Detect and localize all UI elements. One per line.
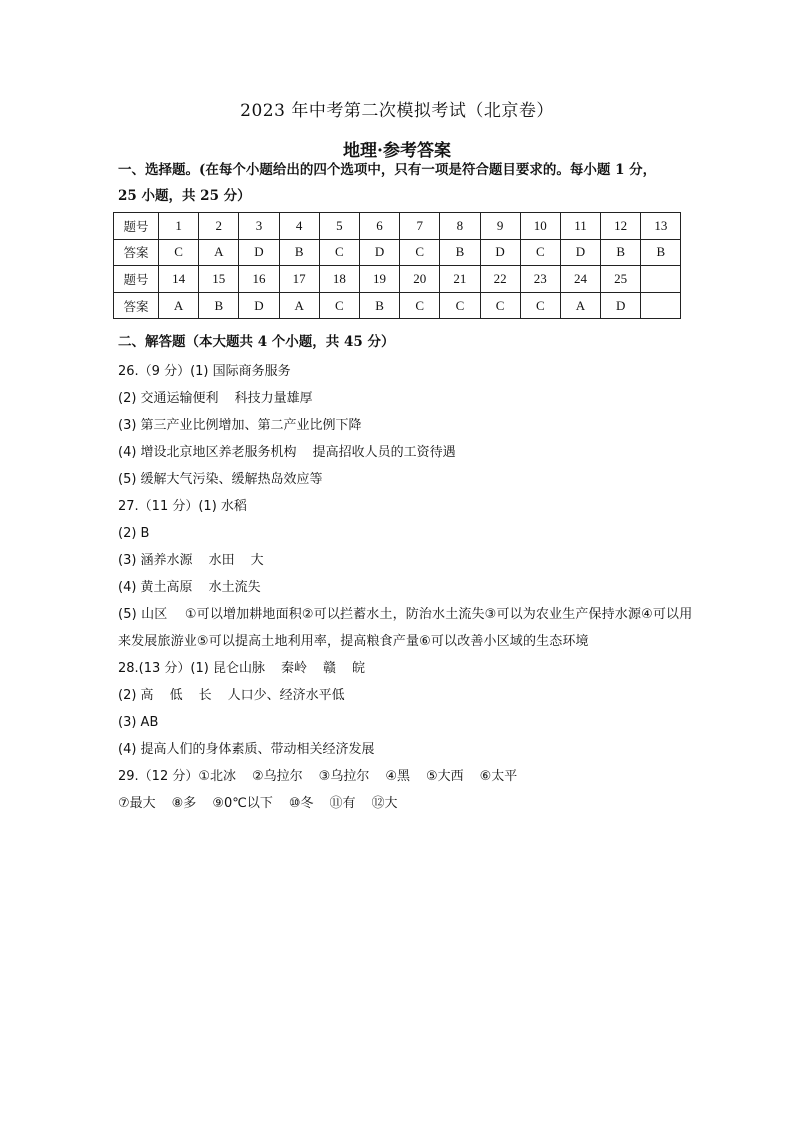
table-cell: 13 (641, 213, 681, 240)
table-cell: 8 (440, 213, 480, 240)
table-cell: D (239, 292, 279, 319)
table-row (114, 213, 681, 240)
answer-segment: ②乌拉尔 (252, 769, 303, 784)
answer-segment: ⑤大西 (425, 769, 464, 784)
table-cell: C (400, 292, 440, 319)
table-row (114, 266, 681, 293)
answer-segment: 科技力量雄厚 (234, 391, 313, 406)
answer-segment: ⑥太平 (479, 769, 518, 784)
table-row-label: 题号 (114, 266, 159, 293)
table-cell: B (440, 239, 480, 266)
answer-line (118, 493, 698, 520)
answer-segment: ⑦最大 (118, 796, 156, 811)
table-cell: D (560, 239, 600, 266)
answer-segment: (2) B (118, 526, 150, 541)
answer-segment: (4) 黄土高原 (118, 580, 193, 595)
table-cell: 2 (199, 213, 239, 240)
table-cell: 16 (239, 266, 279, 293)
page-title: 2023 年中考第二次模拟考试（北京卷） (240, 101, 554, 121)
table-cell: 19 (359, 266, 399, 293)
table-cell: 10 (520, 213, 560, 240)
table-cell: C (319, 239, 359, 266)
table-cell: 14 (159, 266, 199, 293)
answer-segment: 人口少、经济水平低 (227, 688, 345, 703)
answer-segment: 26.（9 分）(1) 国际商务服务 (118, 364, 291, 379)
table-cell: C (400, 239, 440, 266)
page-subtitle: 地理·参考答案 (343, 141, 451, 161)
answer-segment: ⑨0℃以下 (212, 796, 273, 811)
answer-line (118, 439, 698, 466)
answer-segment: 低 (169, 688, 183, 703)
table-cell: 17 (279, 266, 319, 293)
table-cell: B (601, 239, 641, 266)
table-cell: D (239, 239, 279, 266)
table-cell: C (159, 239, 199, 266)
answer-segment: (3) 第三产业比例增加、第二产业比例下降 (118, 418, 362, 433)
answer-segment: 水田 (208, 553, 235, 568)
table-cell: C (440, 292, 480, 319)
answer-line (118, 520, 698, 547)
answer-segment: 长 (198, 688, 212, 703)
answer-line (118, 574, 698, 601)
table-cell: A (159, 292, 199, 319)
answer-segment: ⑪有 (329, 796, 356, 811)
answer-line (118, 547, 698, 574)
table-cell: 23 (520, 266, 560, 293)
table-cell: 24 (560, 266, 600, 293)
table-cell: 12 (601, 213, 641, 240)
answer-segment: (2) 交通运输便利 (118, 391, 219, 406)
table-cell: B (359, 292, 399, 319)
answer-line (118, 763, 698, 790)
table-cell: A (199, 239, 239, 266)
answer-segment: (4) 增设北京地区养老服务机构 (118, 445, 297, 460)
answer-line (118, 790, 698, 817)
table-cell: 7 (400, 213, 440, 240)
table-cell: D (601, 292, 641, 319)
table-cell: 25 (601, 266, 641, 293)
answer-segment: 水土流失 (208, 580, 261, 595)
table-row-label: 题号 (114, 213, 159, 240)
answer-segment: 28.(13 分）(1) 昆仑山脉 (118, 661, 265, 676)
answer-segment: 秦岭 (280, 661, 307, 676)
answer-segment: ④黑 (385, 769, 410, 784)
answer-line (118, 358, 698, 385)
table-cell: B (279, 239, 319, 266)
answer-segment: 27.（11 分）(1) 水稻 (118, 499, 247, 514)
table-cell: 11 (560, 213, 600, 240)
table-cell (641, 266, 681, 293)
answer-paragraph: (5) 山区 ①可以增加耕地面积②可以拦蓄水土，防治水土流失③可以为农业生产保持水源④可以用来发展旅游业⑤可以提高土地利用率，提高粮食产量⑥可以改善小区域的生态环境 (118, 607, 693, 649)
answer-table (113, 212, 681, 319)
answer-segment: (4) 提高人们的身体素质、带动相关经济发展 (118, 742, 375, 757)
answer-segment: (2) 高 (118, 688, 154, 703)
table-cell (641, 292, 681, 319)
answer-segment: 29.（12 分）①北冰 (118, 769, 237, 784)
table-cell: 5 (319, 213, 359, 240)
section-1-heading (118, 157, 698, 209)
answer-segment: 大 (250, 553, 264, 568)
answer-segment: (3) 涵养水源 (118, 553, 193, 568)
table-cell: 6 (359, 213, 399, 240)
answer-lines (118, 358, 698, 817)
answer-segment: 皖 (352, 661, 366, 676)
answer-line (118, 466, 698, 493)
answer-segment: 赣 (322, 661, 336, 676)
table-cell: C (480, 292, 520, 319)
table-row (114, 239, 681, 266)
answer-line (118, 682, 698, 709)
table-cell: D (359, 239, 399, 266)
section-1-heading-line-1: 一、选择题。(在每个小题给出的四个选项中，只有一项是符合题目要求的。每小题 1 分， (118, 162, 657, 178)
table-cell: 21 (440, 266, 480, 293)
table-cell: A (560, 292, 600, 319)
answer-line (118, 709, 698, 736)
table-cell: B (199, 292, 239, 319)
table-cell: 4 (279, 213, 319, 240)
section-1-heading-line-2: 25 小题，共 25 分） (118, 188, 251, 204)
table-cell: 9 (480, 213, 520, 240)
table-cell: 3 (239, 213, 279, 240)
section-2-heading: 二、解答题（本大题共 4 个小题，共 45 分） (118, 334, 395, 350)
table-row-label: 答案 (114, 292, 159, 319)
table-cell: C (319, 292, 359, 319)
table-cell: 1 (159, 213, 199, 240)
table-cell: 22 (480, 266, 520, 293)
answer-line (118, 385, 698, 412)
answer-line (118, 655, 698, 682)
answer-segment: ③乌拉尔 (318, 769, 370, 784)
answer-line (118, 736, 698, 763)
table-cell: C (520, 239, 560, 266)
answer-segment: (5) 缓解大气污染、缓解热岛效应等 (118, 472, 323, 487)
table-cell: 20 (400, 266, 440, 293)
table-cell: D (480, 239, 520, 266)
answer-segment: (3) AB (118, 715, 159, 730)
answer-segment: ⑧多 (171, 796, 197, 811)
table-row-label: 答案 (114, 239, 159, 266)
table-cell: 18 (319, 266, 359, 293)
answer-segment: 提高招收人员的工资待遇 (312, 445, 456, 460)
answer-segment: ⑩冬 (288, 796, 314, 811)
table-cell: C (520, 292, 560, 319)
table-cell: B (641, 239, 681, 266)
answer-line (118, 412, 698, 439)
answer-segment: ⑫大 (371, 796, 398, 811)
table-cell: 15 (199, 266, 239, 293)
table-row (114, 292, 681, 319)
table-cell: A (279, 292, 319, 319)
